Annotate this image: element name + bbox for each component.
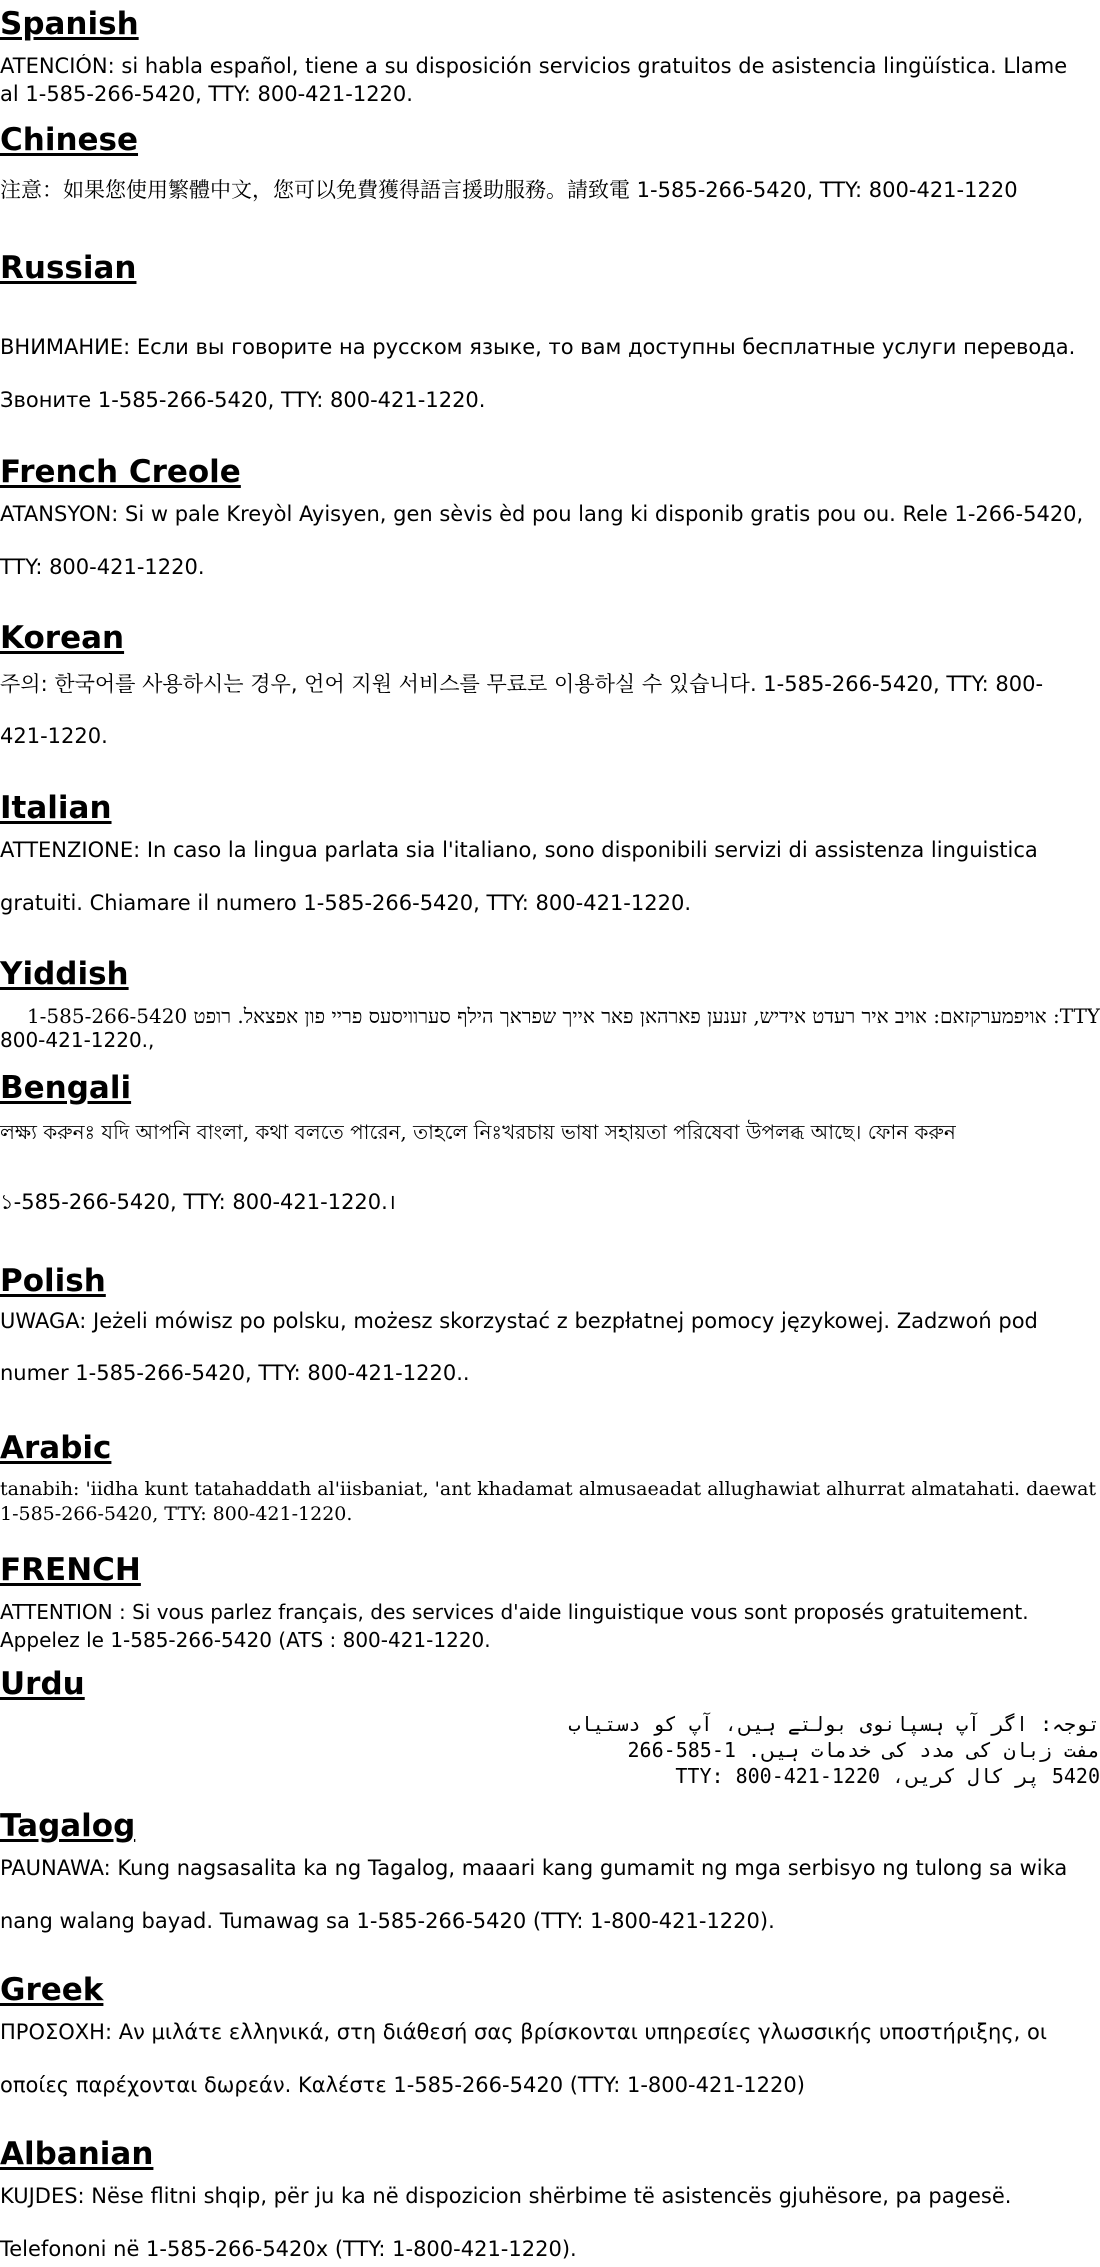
section-tagalog — [0, 1806, 1100, 1933]
section-french — [0, 1550, 1100, 1652]
notice-line: TTY: אויפמערקזאם: אויב איר רעדט אידיש, זענען פארהאן פאר אייך שפראך הילף סערוויסעס פריי פון אפצאל. רופט 1-585-266-5420 — [26, 1004, 1100, 1028]
notice-line: ATENCIÓN: si habla español, tiene a su disposición servicios gratuitos de asistencia lingüística. Llame — [0, 54, 1068, 78]
heading-polish: Polish — [0, 1263, 106, 1299]
heading-arabic: Arabic — [0, 1430, 112, 1466]
notice-line: gratuiti. Chiamare il numero 1-585-266-5420, TTY: 800-421-1220. — [0, 891, 692, 915]
notice-line: 주의: 한국어를 사용하시는 경우, 언어 지원 서비스를 무료로 이용하실 수 있습니다. 1-585-266-5420, TTY: 800- — [0, 672, 1044, 696]
notice-line: 1-585-266-5420, TTY: 800-421-1220. — [0, 1503, 353, 1525]
notice-line: ВНИМАНИЕ: Если вы говорите на русском языке, то вам доступны бесплатные услуги перевода. — [0, 335, 1076, 359]
heading-urdu: Urdu — [0, 1666, 85, 1702]
notice-line: 421-1220. — [0, 724, 108, 748]
section-french-creole — [0, 452, 1100, 579]
notice-line: লক্ষ্য করুনঃ যদি আপনি বাংলা, কথা বলতে পারেন, তাহলে নিঃখরচায় ভাষা সহায়তা পরিষেবা উপলব্ধ আছে। ফোন করুন — [0, 1120, 956, 1144]
notice-line: οποίες παρέχονται δωρεάν. Καλέστε 1-585-266-5420 (TTY: 1-800-421-1220) — [0, 2073, 805, 2097]
notice-line: 5420 پر کال کریں، TTY: 800-421-1220 — [675, 1764, 1100, 1788]
heading-french-creole: French Creole — [0, 454, 241, 490]
notice-line: 注意：如果您使用繁體中文，您可以免費獲得語言援助服務。請致電 1-585-266-5420, TTY: 800-421-1220 — [0, 178, 1018, 202]
section-bengali — [0, 1068, 1100, 1214]
section-urdu — [0, 1664, 1100, 1788]
heading-korean: Korean — [0, 620, 125, 656]
notice-line: Appelez le 1-585-266-5420 (ATS : 800-421-1220. — [0, 1628, 491, 1652]
heading-italian: Italian — [0, 790, 112, 826]
section-greek — [0, 1970, 1100, 2097]
notice-line: numer 1-585-266-5420, TTY: 800-421-1220.. — [0, 1361, 470, 1385]
notice-line: Telefononi në 1-585-266-5420x (TTY: 1-800-421-1220). — [0, 2237, 577, 2261]
section-arabic — [0, 1428, 1100, 1525]
notice-line: PAUNAWA: Kung nagsasalita ka ng Tagalog, maaari kang gumamit ng mga serbisyo ng tulong sa wika — [0, 1856, 1068, 1880]
section-yiddish — [0, 954, 1100, 1052]
section-spanish — [0, 4, 1100, 106]
section-chinese — [0, 120, 1100, 202]
notice-line: ΠΡΟΣΟΧΗ: Αν μιλάτε ελληνικά, στη διάθεσή σας βρίσκονται υπηρεσίες γλωσσικής υποστήριξης, οι — [0, 2020, 1047, 2044]
heading-russian: Russian — [0, 250, 137, 286]
section-korean — [0, 618, 1100, 748]
heading-bengali: Bengali — [0, 1070, 132, 1106]
notice-line: TTY: 800-421-1220. — [0, 555, 205, 579]
notice-line: ATTENTION : Si vous parlez français, des services d'aide linguistique vous sont proposés gratuitement. — [0, 1600, 1029, 1624]
heading-spanish: Spanish — [0, 6, 139, 42]
notice-line: ATTENZIONE: In caso la lingua parlata sia l'italiano, sono disponibili servizi di assistenza linguistica — [0, 838, 1038, 862]
notice-line: ATANSYON: Si w pale Kreyòl Ayisyen, gen sèvis èd pou lang ki disponib gratis pou ou. Rele 1-266-5420, — [0, 502, 1084, 526]
notice-line: al 1-585-266-5420, TTY: 800-421-1220. — [0, 82, 413, 106]
notice-line: مفت زبان کی مدد کی خدمات ہیں. 1-585-266 — [627, 1738, 1100, 1762]
heading-tagalog: Tagalog — [0, 1808, 136, 1844]
notice-line: tanabih: 'iidha kunt tatahaddath al'iisbaniat, 'ant khadamat almusaeadat allughawiat alhurrat almatahati. daewat — [0, 1478, 1097, 1500]
section-russian — [0, 248, 1100, 412]
notice-line: توجہ: اگر آپ ہسپانوی بولتے ہیں، آپ کو دستیاب — [568, 1712, 1100, 1736]
notice-line: ১-585-266-5420, TTY: 800-421-1220.। — [0, 1190, 396, 1214]
notice-line: 800-421-1220., — [0, 1028, 155, 1052]
section-italian — [0, 788, 1100, 915]
heading-albanian: Albanian — [0, 2136, 154, 2172]
notice-line: KUJDES: Nëse flitni shqip, për ju ka në dispozicion shërbime të asistencës gjuhësore, pa pagesë. — [0, 2184, 1012, 2208]
heading-greek: Greek — [0, 1972, 104, 2008]
section-polish — [0, 1261, 1100, 1385]
section-albanian — [0, 2134, 1100, 2261]
heading-chinese: Chinese — [0, 122, 139, 158]
heading-yiddish: Yiddish — [0, 956, 129, 992]
heading-french: FRENCH — [0, 1552, 141, 1588]
notice-line: Звоните 1-585-266-5420, TTY: 800-421-1220. — [0, 388, 486, 412]
notice-line: UWAGA: Jeżeli mówisz po polsku, możesz skorzystać z bezpłatnej pomocy językowej. Zadzwoń pod — [0, 1309, 1038, 1333]
notice-line: nang walang bayad. Tumawag sa 1-585-266-5420 (TTY: 1-800-421-1220). — [0, 1909, 775, 1933]
